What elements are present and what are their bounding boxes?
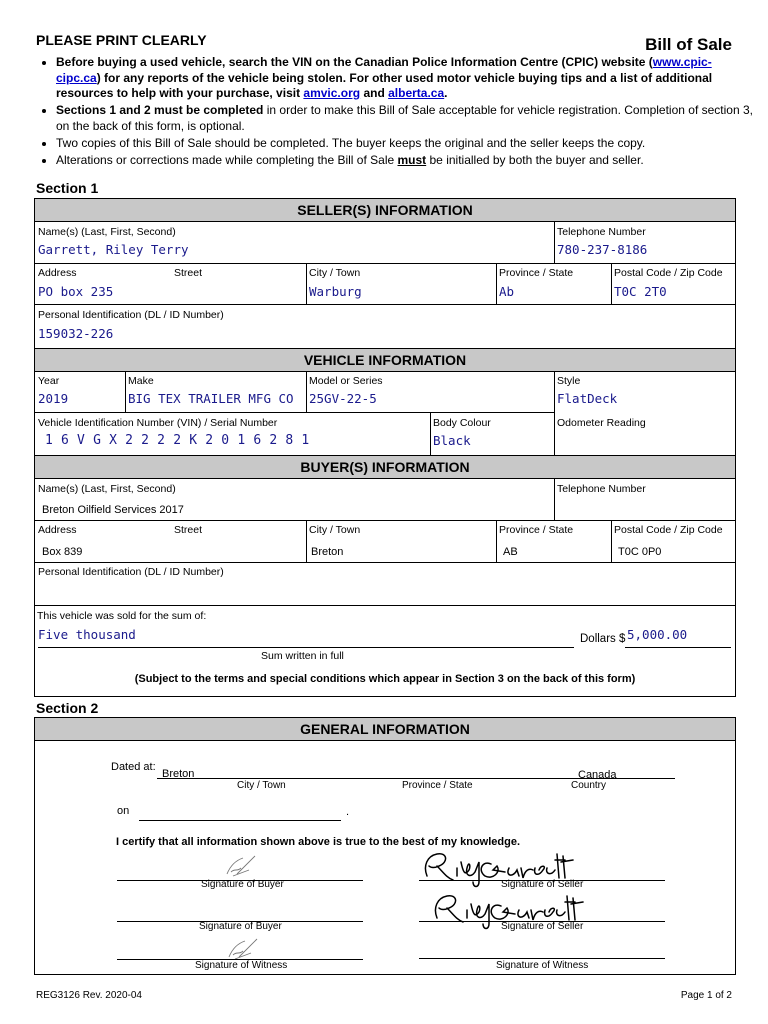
country-caption: Country xyxy=(571,780,607,791)
sum-words-field[interactable]: Five thousand xyxy=(38,627,136,642)
buyer-id-label: Personal Identification (DL / ID Number) xyxy=(38,566,224,578)
instruction-alterations: • Alterations or corrections made while completing the Bill of Sale must be initialled by both the buyer and seller. xyxy=(56,153,756,169)
seller-address-field[interactable]: PO box 235 xyxy=(38,284,114,299)
seller-name-field[interactable]: Garrett, Riley Terry xyxy=(38,242,189,257)
print-clearly-heading: PLEASE PRINT CLEARLY xyxy=(36,32,207,48)
amvic-link[interactable]: amvic.org xyxy=(303,86,361,100)
sig-buyer-caption-1: Signature of Buyer xyxy=(201,879,284,890)
sig-witness-caption-2: Signature of Witness xyxy=(496,960,589,971)
seller-phone-field[interactable]: 780-237-8186 xyxy=(557,242,648,257)
buyer-city-field[interactable]: Breton xyxy=(311,546,344,558)
dated-city-field[interactable]: Breton xyxy=(162,768,195,780)
vin-label: Vehicle Identification Number (VIN) / Serial Number xyxy=(38,417,278,429)
witness-signature-line-2[interactable] xyxy=(419,958,665,959)
certify-statement: I certify that all information shown above is true to the best of my knowledge. xyxy=(116,836,521,848)
buyer-city-label: City / Town xyxy=(309,524,361,536)
body-colour-field[interactable]: Black xyxy=(433,433,471,448)
sig-witness-caption-1: Signature of Witness xyxy=(195,960,288,971)
vehicle-year-field[interactable]: 2019 xyxy=(38,391,69,406)
seller-name-label: Name(s) (Last, First, Second) xyxy=(38,226,176,238)
province-state-caption: Province / State xyxy=(402,780,473,791)
city-town-caption: City / Town xyxy=(237,780,286,791)
vehicle-style-label: Style xyxy=(557,375,581,387)
instruction-cpic: • Before buying a used vehicle, search the VIN on the Canadian Police Information Centre (CPIC) website (www.cpic-cipc.ca) for any reports of the vehicle being stolen. For other used motor vehicle buying tips and a list of additional resources to help with your purchase, visit amvic.org and alberta.ca. xyxy=(56,55,756,102)
vehicle-make-label: Make xyxy=(128,375,154,387)
buyer-province-field[interactable]: AB xyxy=(503,546,518,558)
seller-street-label: Street xyxy=(174,267,203,279)
vehicle-model-label: Model or Series xyxy=(309,375,383,387)
general-heading: GENERAL INFORMATION xyxy=(35,717,735,741)
subject-note: (Subject to the terms and special conditions which appear in Section 3 on the back of this form) xyxy=(134,673,636,685)
vehicle-model-field[interactable]: 25GV-22-5 xyxy=(309,391,377,406)
buyer-name-field[interactable]: Breton Oilfield Services 2017 xyxy=(42,504,184,516)
buyer-postal-field[interactable]: T0C 0P0 xyxy=(618,546,662,558)
cpic-link[interactable]: www.cpic-cipc.ca xyxy=(56,55,712,85)
seller-phone-label: Telephone Number xyxy=(557,226,646,238)
instructions-list xyxy=(36,55,756,170)
buyer-province-label: Province / State xyxy=(499,524,574,536)
section2-form xyxy=(34,717,736,975)
odometer-label: Odometer Reading xyxy=(557,417,646,429)
section2-title: Section 2 xyxy=(36,700,99,716)
seller-province-label: Province / State xyxy=(499,267,574,279)
on-label: on xyxy=(117,805,130,817)
seller-postal-label: Postal Code / Zip Code xyxy=(614,267,723,279)
seller-id-label: Personal Identification (DL / ID Number) xyxy=(38,309,224,321)
buyer-address-field[interactable]: Box 839 xyxy=(42,546,83,558)
seller-postal-field[interactable]: T0C 2T0 xyxy=(614,284,667,299)
amount-field[interactable]: 5,000.00 xyxy=(627,627,688,642)
buyer-name-label: Name(s) (Last, First, Second) xyxy=(38,483,176,495)
body-colour-label: Body Colour xyxy=(433,417,491,429)
sold-sum-label: This vehicle was sold for the sum of: xyxy=(37,610,207,622)
sig-seller-caption-2: Signature of Seller xyxy=(501,921,584,932)
document-title: Bill of Sale xyxy=(645,35,732,54)
date-period: . xyxy=(346,806,350,818)
buyer-address-label: Address xyxy=(38,524,77,536)
seller-city-label: City / Town xyxy=(309,267,361,279)
buyer-postal-label: Postal Code / Zip Code xyxy=(614,524,723,536)
witness-initial-mark xyxy=(225,937,261,961)
dollars-label: Dollars $ xyxy=(580,633,626,645)
buyer-phone-label: Telephone Number xyxy=(557,483,646,495)
vehicle-year-label: Year xyxy=(38,375,60,387)
vehicle-make-field[interactable]: BIG TEX TRAILER MFG CO xyxy=(128,391,294,406)
form-code: REG3126 Rev. 2020-04 xyxy=(36,990,142,1001)
section1-form xyxy=(34,198,736,697)
seller-heading: SELLER(S) INFORMATION xyxy=(35,198,735,222)
buyer-heading: BUYER(S) INFORMATION xyxy=(35,455,735,479)
seller-province-field[interactable]: Ab xyxy=(499,284,515,299)
dated-at-label: Dated at: xyxy=(111,761,156,773)
page-number: Page 1 of 2 xyxy=(680,990,732,1001)
seller-city-field[interactable]: Warburg xyxy=(309,284,362,299)
section1-title: Section 1 xyxy=(36,180,99,196)
buyer-street-label: Street xyxy=(174,524,203,536)
vin-field[interactable]: 16VGX2222K2016281 xyxy=(45,433,318,448)
dated-country-field[interactable]: Canada xyxy=(578,769,617,781)
vehicle-style-field[interactable]: FlatDeck xyxy=(557,391,618,406)
buyer-initial-mark xyxy=(223,854,259,878)
alberta-link[interactable]: alberta.ca xyxy=(388,86,445,100)
instruction-copies: • Two copies of this Bill of Sale should be completed. The buyer keeps the original and the seller keeps the copy. xyxy=(56,136,756,152)
vehicle-heading: VEHICLE INFORMATION xyxy=(35,348,735,372)
sig-buyer-caption-2: Signature of Buyer xyxy=(199,921,282,932)
sum-full-label: Sum written in full xyxy=(261,650,344,662)
seller-address-label: Address xyxy=(38,267,77,279)
sig-seller-caption-1: Signature of Seller xyxy=(501,879,584,890)
instruction-sections: • Sections 1 and 2 must be completed in order to make this Bill of Sale acceptable for vehicle registration. Completion of section 3, on the back of this form, is optional. xyxy=(56,103,756,134)
seller-id-field[interactable]: 159032-226 xyxy=(38,326,114,341)
